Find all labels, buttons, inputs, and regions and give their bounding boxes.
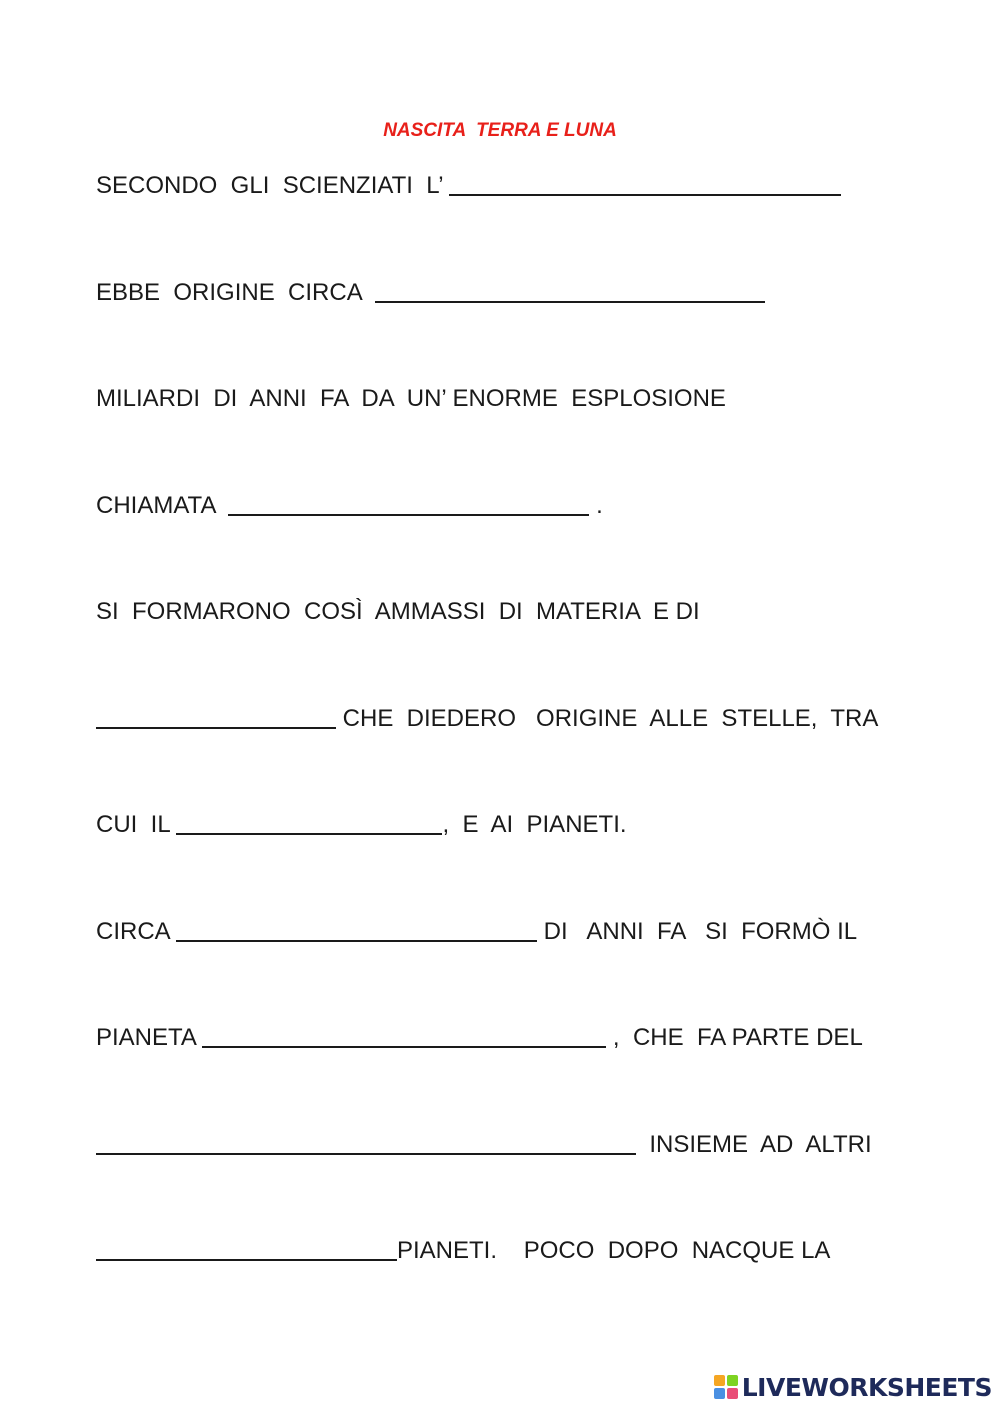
text-line-4 <box>96 486 603 520</box>
line-4-before: CHIAMATA <box>96 492 229 519</box>
text-line-3 <box>96 379 726 413</box>
line-4-after: . <box>589 492 603 519</box>
line-5-text: SI FORMARONO COSÌ AMMASSI DI MATERIA E DI <box>96 598 700 625</box>
logo-blocks-icon <box>714 1375 738 1399</box>
text-line-8 <box>96 912 857 946</box>
line-7-after: , E AI PIANETI. <box>442 811 627 838</box>
answer-blank-4[interactable] <box>96 727 336 729</box>
text-line-5 <box>96 592 700 626</box>
logo-text: LIVEWORKSHEETS <box>741 1372 992 1402</box>
line-9-before: PIANETA <box>96 1024 203 1051</box>
logo-block-2 <box>727 1375 738 1386</box>
line-7-before: CUI IL <box>96 811 177 838</box>
line-9-after: , CHE FA PARTE DEL <box>606 1024 863 1051</box>
text-line-2 <box>96 273 765 307</box>
text-line-1 <box>96 166 841 200</box>
line-8-before: CIRCA <box>96 918 177 945</box>
answer-blank-6[interactable] <box>176 940 537 942</box>
line-2-before: EBBE ORIGINE CIRCA <box>96 279 375 306</box>
text-line-11 <box>96 1231 830 1265</box>
text-line-9 <box>96 1018 863 1052</box>
line-3-text: MILIARDI DI ANNI FA DA UN’ ENORME ESPLOSIONE <box>96 385 726 412</box>
line-1-before: SECONDO GLI SCIENZIATI L’ <box>96 172 450 199</box>
answer-blank-5[interactable] <box>176 833 442 835</box>
answer-blank-9[interactable] <box>96 1259 397 1261</box>
answer-blank-7[interactable] <box>202 1046 606 1048</box>
text-line-10 <box>96 1125 872 1159</box>
line-8-after: DI ANNI FA SI FORMÒ IL <box>537 918 858 945</box>
answer-blank-1[interactable] <box>449 194 841 196</box>
line-11-after: PIANETI. POCO DOPO NACQUE LA <box>397 1237 831 1264</box>
logo-block-1 <box>714 1375 725 1386</box>
line-6-after: CHE DIEDERO ORIGINE ALLE STELLE, TRA <box>336 705 879 732</box>
logo-block-3 <box>714 1388 725 1399</box>
worksheet-title: NASCITA TERRA E LUNA <box>383 120 617 141</box>
text-line-7 <box>96 805 627 839</box>
line-10-after: INSIEME AD ALTRI <box>636 1131 872 1158</box>
answer-blank-2[interactable] <box>375 301 765 303</box>
logo-block-4 <box>727 1388 738 1399</box>
answer-blank-8[interactable] <box>96 1153 636 1155</box>
liveworksheets-logo[interactable] <box>714 1371 992 1403</box>
text-line-6 <box>96 699 878 733</box>
answer-blank-3[interactable] <box>228 514 589 516</box>
